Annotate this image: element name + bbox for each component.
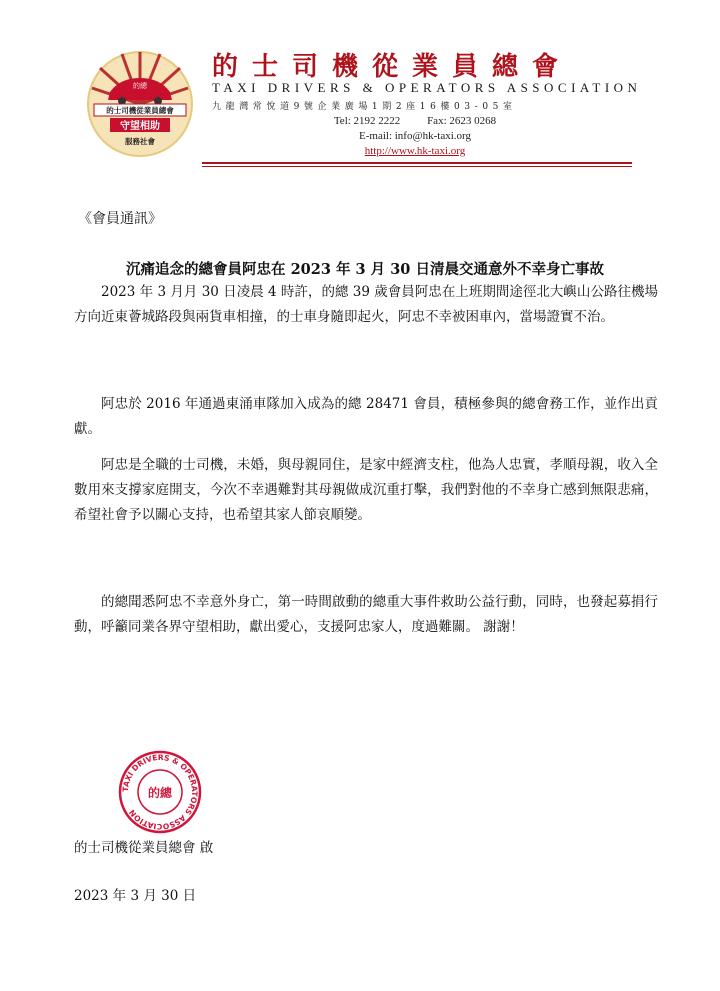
association-stamp bbox=[118, 750, 202, 834]
letter-title: 沉痛追念的總會員阿忠在 2023 年 3 月 30 日清晨交通意外不幸身亡事故 bbox=[126, 261, 604, 278]
paragraph-3: 阿忠是全職的士司機，未婚，與母親同住，是家中經濟支柱，他為人忠實，孝順母親，收入全數用來支撐家庭開支，今次不幸遇難對其母親做成沉重打擊，我們對他的不幸身亡感到無限悲痛，希望社會予以關心支持，也希望其家人節哀順變。 bbox=[74, 457, 658, 523]
telephone: Tel: 2192 2222 bbox=[333, 115, 401, 127]
paragraph-1: 2023 年 3 月月 30 日凌晨 4 時許，的總 39 歲會員阿忠在上班期間途徑北大嶼山公路往機場方向近東薈城路段與兩貨車相撞，的士車身隨即起火，阿忠不幸被困車內，當場證實不治。 bbox=[74, 284, 658, 325]
org-name-chinese: 的士司機從業員總會 bbox=[212, 52, 573, 82]
logo-sub: 服務社會 bbox=[125, 137, 155, 146]
logo-name: 的士司機從業員總會 bbox=[106, 106, 174, 115]
phone-line bbox=[300, 114, 530, 129]
section-label: 《會員通訊》 bbox=[78, 211, 162, 227]
stamp-ring-text: TAXI DRIVERS & OPERATORS ASSOCIATION bbox=[120, 752, 200, 832]
letter-date: 2023 年 3 月 30 日 bbox=[74, 888, 197, 904]
email: E-mail: info@hk-taxi.org bbox=[359, 130, 471, 142]
contact-block bbox=[300, 114, 530, 159]
association-logo bbox=[80, 48, 200, 158]
logo-top-text: 的總 bbox=[133, 82, 147, 90]
stamp-center-text: 的總 bbox=[147, 786, 173, 800]
org-address: 九龍灣常悅道9號企業廣場1期2座16樓03-05室 bbox=[212, 102, 517, 112]
logo-motto: 守望相助 bbox=[120, 121, 160, 132]
org-name-english: TAXI DRIVERS & OPERATORS ASSOCIATION bbox=[212, 80, 642, 95]
paragraph-4: 的總聞悉阿忠不幸意外身亡，第一時間啟動的總重大事件救助公益行動，同時，也發起募捐行動，呼籲同業各界守望相助，獻出愛心，支援阿忠家人，度過難關。 謝謝！ bbox=[74, 594, 658, 635]
website-link[interactable]: http://www.hk-taxi.org bbox=[364, 145, 466, 157]
fax: Fax: 2623 0268 bbox=[427, 115, 497, 127]
header-rule-thin bbox=[202, 166, 632, 167]
paragraph-2: 阿忠於 2016 年通過東涌車隊加入成為的總 28471 會員，積極參與的總會務工作，並作出貢獻。 bbox=[74, 396, 658, 437]
header-rule bbox=[202, 162, 632, 164]
signature: 的士司機從業員總會 啟 bbox=[74, 840, 214, 856]
